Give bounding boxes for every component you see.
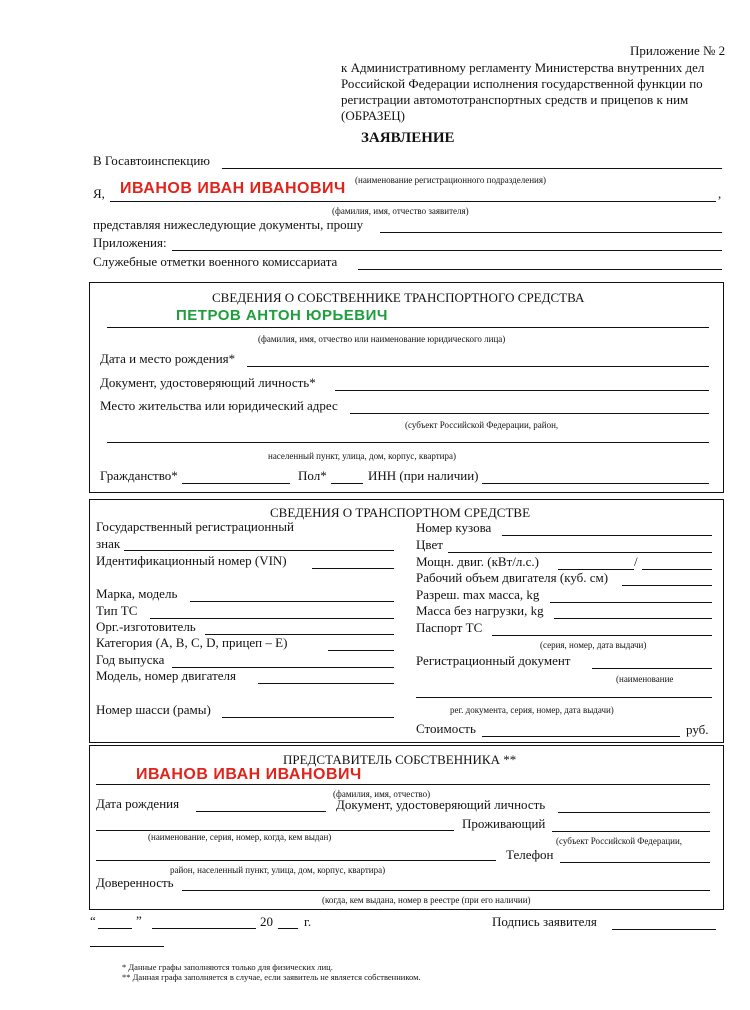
owner-address-hint-1: (субъект Российской Федерации, район, <box>405 420 559 430</box>
sample-mark: (ОБРАЗЕЦ) <box>341 108 405 123</box>
make-label: Марка, модель <box>96 586 178 601</box>
inn-field[interactable] <box>482 483 709 484</box>
attach-label: Приложения: <box>93 235 167 250</box>
reg-doc-hint-2: рег. документа, серия, номер, дата выдачи) <box>450 705 614 715</box>
color-label: Цвет <box>416 537 443 552</box>
signature-field[interactable] <box>612 929 716 930</box>
owner-name-hint: (фамилия, имя, отчество или наименование юридического лица) <box>258 334 506 344</box>
rep-name-hint: (фамилия, имя, отчество) <box>333 789 431 799</box>
reg-doc-hint-1: (наименование <box>616 674 674 684</box>
regulation-line-1: к Административному регламенту Министерства внутренних дел <box>341 60 705 75</box>
rep-name: ИВАНОВ ИВАН ИВАНОВИЧ <box>136 766 362 783</box>
residing-field[interactable] <box>552 831 710 832</box>
owner-address-field[interactable] <box>350 413 709 414</box>
curb-mass-label: Масса без нагрузки, kg <box>416 603 544 618</box>
year-label: Год выпуска <box>96 652 165 667</box>
inn-label: ИНН (при наличии) <box>368 468 479 483</box>
reg-sign-label: Государственный регистрационный <box>96 519 294 534</box>
applicant-name: ИВАНОВ ИВАН ИВАНОВИЧ <box>120 180 346 197</box>
color-field[interactable] <box>448 552 712 553</box>
cost-label: Стоимость <box>416 721 476 736</box>
type-label: Тип ТС <box>96 603 138 618</box>
displacement-field[interactable] <box>622 585 712 586</box>
reg-doc-label: Регистрационный документ <box>416 653 571 668</box>
rep-region-hint: (субъект Российской Федерации, <box>556 836 683 846</box>
passport-field[interactable] <box>492 635 712 636</box>
chassis-label: Номер шасси (рамы) <box>96 702 211 717</box>
month-field[interactable] <box>152 928 256 929</box>
year-suffix: г. <box>304 914 312 929</box>
proxy-field[interactable] <box>182 890 710 891</box>
rep-address-hint: район, населенный пункт, улица, дом, корпус, квартира) <box>170 865 386 875</box>
quote-open: “ <box>90 913 96 928</box>
chassis-field[interactable] <box>222 717 394 718</box>
manufacturer-label: Орг.-изготовитель <box>96 619 196 634</box>
military-label: Служебные отметки военного комиссариата <box>93 254 338 269</box>
docs-field[interactable] <box>380 232 722 233</box>
year-field[interactable] <box>278 928 298 929</box>
engine-model-field[interactable] <box>258 683 394 684</box>
vehicle-heading: СВЕДЕНИЯ О ТРАНСПОРТНОМ СРЕДСТВЕ <box>270 505 531 520</box>
vin-label: Идентификационный номер (VIN) <box>96 553 287 568</box>
sex-field[interactable] <box>331 483 363 484</box>
power-slash: / <box>634 554 638 569</box>
reg-doc-field-2[interactable] <box>416 697 712 698</box>
rep-address-field[interactable] <box>96 860 496 861</box>
military-field[interactable] <box>358 269 722 270</box>
footnote-divider <box>90 946 164 947</box>
sex-label: Пол* <box>298 468 327 483</box>
attach-field[interactable] <box>172 250 722 251</box>
passport-hint: (серия, номер, дата выдачи) <box>540 640 647 650</box>
owner-address-label: Место жительства или юридический адрес <box>100 398 338 413</box>
footnote-2: ** Данная графа заполняется в случае, если заявитель не является собственником. <box>122 972 421 982</box>
day-field[interactable] <box>98 928 132 929</box>
docs-label: представляя нижеследующие документы, прошу <box>93 217 364 232</box>
rep-id-label: Документ, удостоверяющий личность <box>336 797 546 812</box>
rep-id-field[interactable] <box>558 812 710 813</box>
passport-label: Паспорт ТС <box>416 620 483 635</box>
vin-field[interactable] <box>312 568 394 569</box>
citizenship-field[interactable] <box>182 483 290 484</box>
category-field[interactable] <box>328 650 394 651</box>
make-field[interactable] <box>190 601 394 602</box>
gai-hint: (наименование регистрационного подразделения) <box>355 175 547 185</box>
residing-label: Проживающий <box>462 816 546 831</box>
owner-name-field[interactable] <box>107 327 709 328</box>
page-title: ЗАЯВЛЕНИЕ <box>361 130 455 146</box>
currency-label: руб. <box>686 722 709 737</box>
applicant-field[interactable] <box>110 201 716 202</box>
category-label: Категория (А, В, С, D, прицеп – Е) <box>96 635 288 650</box>
cost-field[interactable] <box>482 736 680 737</box>
phone-field[interactable] <box>560 862 710 863</box>
displacement-label: Рабочий объем двигателя (куб. см) <box>416 570 609 585</box>
power-hp-field[interactable] <box>642 569 712 570</box>
citizenship-label: Гражданство* <box>100 468 178 483</box>
ya-label: Я, <box>93 186 105 201</box>
year-prefix: 20 <box>260 914 273 929</box>
owner-id-label: Документ, удостоверяющий личность* <box>100 375 316 390</box>
proxy-hint: (когда, кем выдана, номер в реестре (при его наличии) <box>322 895 531 905</box>
applicant-comma: , <box>718 186 722 201</box>
rep-name-field[interactable] <box>96 784 710 785</box>
signature-label: Подпись заявителя <box>492 914 597 929</box>
owner-birth-label: Дата и место рождения* <box>100 351 236 366</box>
body-no-field[interactable] <box>502 535 712 536</box>
engine-model-label: Модель, номер двигателя <box>96 668 237 683</box>
gai-label: В Госавтоинспекцию <box>93 153 210 168</box>
rep-id-field-2[interactable] <box>96 830 454 831</box>
rep-heading: ПРЕДСТАВИТЕЛЬ СОБСТВЕННИКА ** <box>283 752 517 767</box>
owner-name: ПЕТРОВ АНТОН ЮРЬЕВИЧ <box>176 307 388 324</box>
reg-sign-field[interactable] <box>124 550 394 551</box>
owner-address-hint-2: населенный пункт, улица, дом, корпус, квартира) <box>268 451 456 461</box>
reg-sign-label-2: знак <box>96 536 121 551</box>
footnote-1: * Данные графы заполняются только для физических лиц. <box>122 962 333 972</box>
body-no-label: Номер кузова <box>416 520 492 535</box>
owner-id-field[interactable] <box>335 390 709 391</box>
max-mass-label: Разреш. max масса, kg <box>416 587 540 602</box>
applicant-hint: (фамилия, имя, отчество заявителя) <box>332 206 469 216</box>
regulation-line-3: регистрации автомототранспортных средств и прицепов к ним <box>341 92 689 107</box>
rep-birth-label: Дата рождения <box>96 796 180 811</box>
regulation-line-2: Российской Федерации исполнения государственной функции по <box>341 76 703 91</box>
appendix-label: Приложение № 2 <box>630 43 726 58</box>
proxy-label: Доверенность <box>96 875 174 890</box>
owner-birth-field[interactable] <box>247 366 709 367</box>
owner-address-field-2[interactable] <box>107 442 709 443</box>
power-label: Мощн. двиг. (кВт/л.с.) <box>416 554 539 569</box>
owner-heading: СВЕДЕНИЯ О СОБСТВЕННИКЕ ТРАНСПОРТНОГО СРЕДСТВА <box>212 290 585 305</box>
reg-doc-field[interactable] <box>592 668 712 669</box>
phone-label: Телефон <box>506 847 554 862</box>
rep-birth-field[interactable] <box>196 811 326 812</box>
max-mass-field[interactable] <box>550 602 712 603</box>
gai-field[interactable] <box>222 168 722 169</box>
rep-doc-hint: (наименование, серия, номер, когда, кем выдан) <box>148 832 332 842</box>
quote-close: ” <box>136 913 142 928</box>
curb-mass-field[interactable] <box>554 618 712 619</box>
